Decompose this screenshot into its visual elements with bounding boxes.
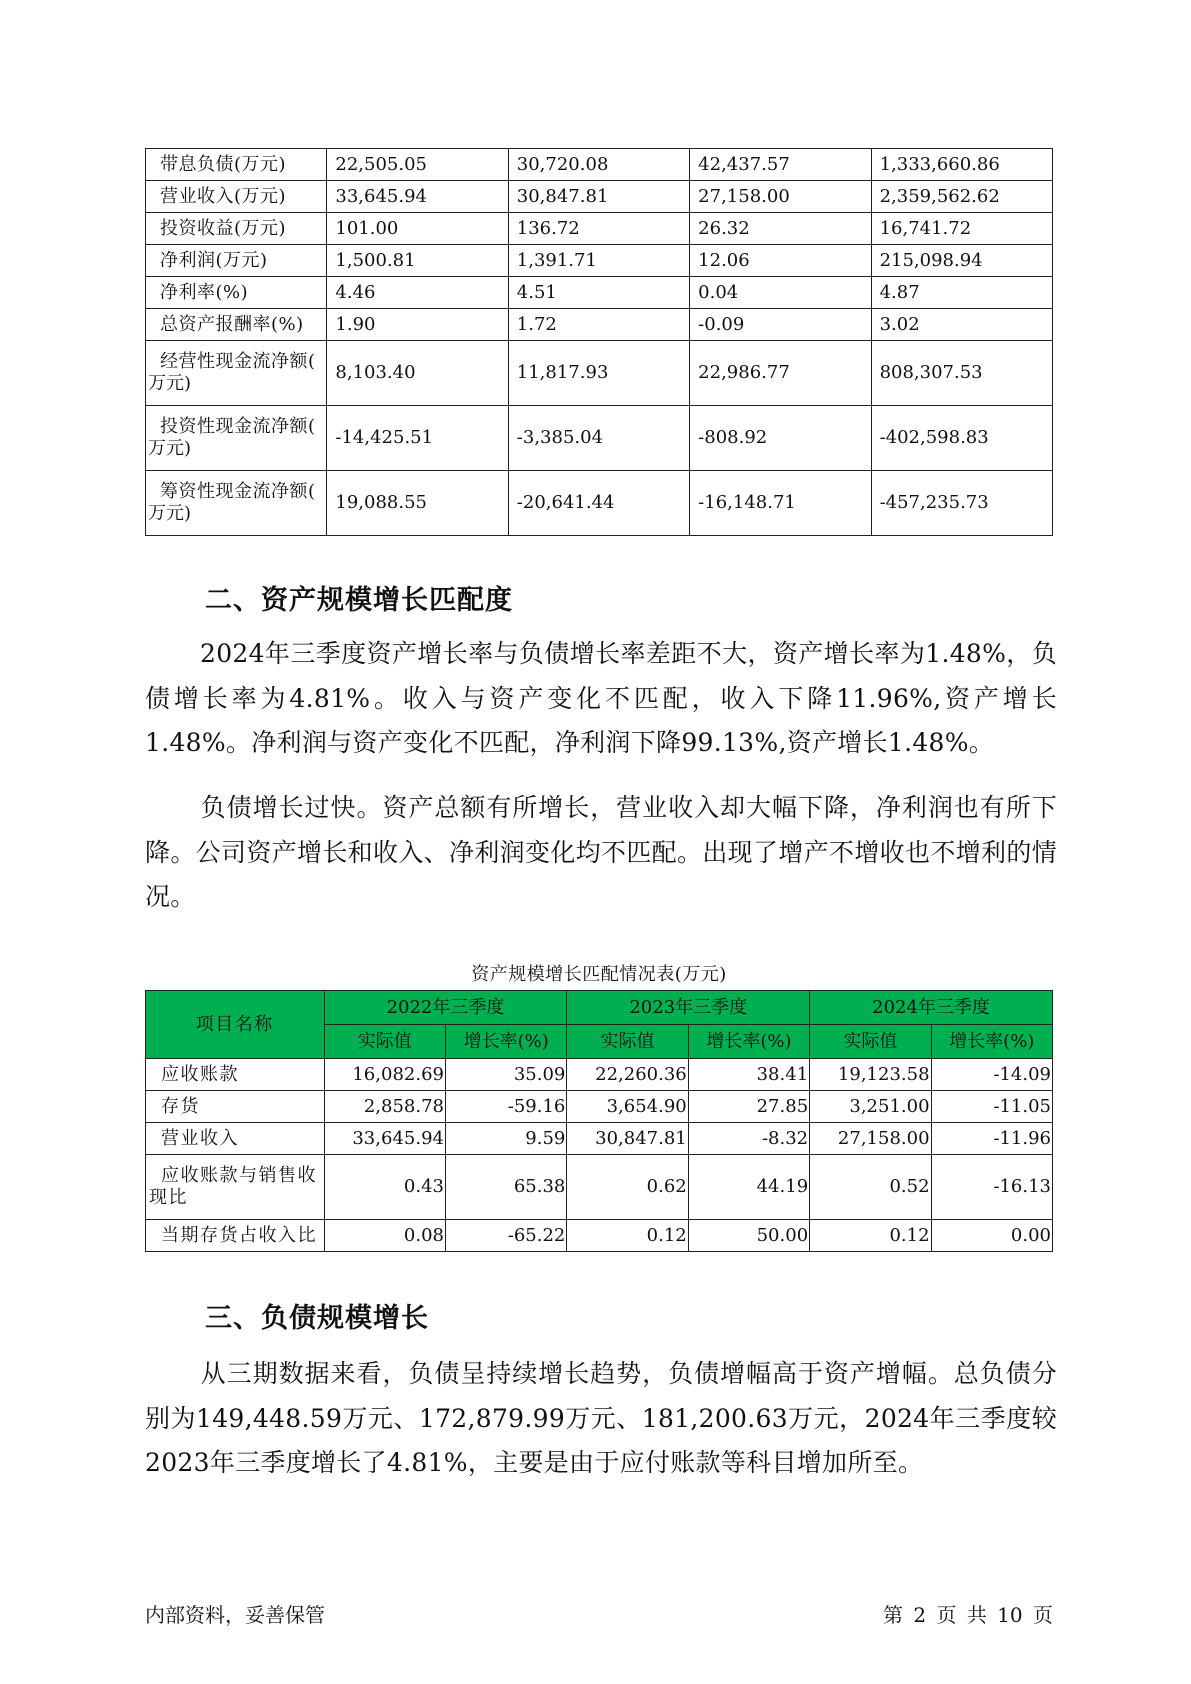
paragraph: 从三期数据来看，负债呈持续增长趋势，负债增幅高于资产增幅。总负债分别为149,448.59万元、172,879.99万元、181,200.63万元，2024年三季度较2023年三季度增长了4.81%，主要是由于应付账款等科目增加所至。	[145, 1359, 1057, 1477]
table-row	[146, 277, 1053, 309]
cell: 0.12	[567, 1220, 688, 1252]
cell: 27.85	[688, 1091, 809, 1123]
cell: 50.00	[688, 1220, 809, 1252]
table-caption: 资产规模增长匹配情况表(万元)	[471, 964, 727, 985]
cell: 35.09	[445, 1059, 566, 1091]
cell: 3,654.90	[567, 1091, 688, 1123]
footer-page-number: 第 2 页 共 10 页	[883, 1603, 1053, 1627]
cell: 12.06	[690, 245, 871, 277]
cell: -20,641.44	[508, 471, 689, 536]
cell: 9.59	[445, 1123, 566, 1155]
cell: 0.43	[324, 1155, 445, 1220]
cell: -16.13	[931, 1155, 1052, 1220]
row-label: 营业收入(万元)	[146, 181, 327, 213]
cell: 2,858.78	[324, 1091, 445, 1123]
cell: -11.96	[931, 1123, 1052, 1155]
row-label: 存货	[146, 1091, 325, 1123]
row-label: 总资产报酬率(%)	[146, 309, 327, 341]
row-label: 应收账款	[146, 1059, 325, 1091]
cell: 33,645.94	[324, 1123, 445, 1155]
header-actual: 实际值	[324, 1025, 445, 1059]
cell: 65.38	[445, 1155, 566, 1220]
cell: 16,741.72	[871, 213, 1052, 245]
cell: 19,123.58	[810, 1059, 931, 1091]
table-row	[146, 309, 1053, 341]
table-row	[146, 213, 1053, 245]
paragraph: 2024年三季度资产增长率与负债增长率差距不大，资产增长率为1.48%，负债增长率为4.81%。收入与资产变化不匹配，收入下降11.96%,资产增长1.48%。净利润与资产变化不匹配，净利润下降99.13%,资产增长1.48%。	[145, 639, 1057, 757]
row-label: 应收账款与销售收 现比	[146, 1155, 325, 1220]
cell: -0.09	[690, 309, 871, 341]
cell: 8,103.40	[327, 341, 508, 406]
cell: 3,251.00	[810, 1091, 931, 1123]
cell: 4.46	[327, 277, 508, 309]
cell: 22,260.36	[567, 1059, 688, 1091]
cell: -8.32	[688, 1123, 809, 1155]
header-growth: 增长率(%)	[445, 1025, 566, 1059]
cell: 4.87	[871, 277, 1052, 309]
cell: 0.62	[567, 1155, 688, 1220]
row-label: 营业收入	[146, 1123, 325, 1155]
table-row	[146, 1155, 1053, 1220]
cell: -59.16	[445, 1091, 566, 1123]
financial-indicators-table	[145, 148, 1053, 536]
asset-growth-match-table	[145, 990, 1053, 1252]
header-growth: 增长率(%)	[688, 1025, 809, 1059]
row-label: 投资收益(万元)	[146, 213, 327, 245]
cell: 30,847.81	[508, 181, 689, 213]
header-actual: 实际值	[810, 1025, 931, 1059]
header-actual: 实际值	[567, 1025, 688, 1059]
cell: -11.05	[931, 1091, 1052, 1123]
footer-confidential-note: 内部资料，妥善保管	[145, 1603, 325, 1627]
cell: 808,307.53	[871, 341, 1052, 406]
table-row	[146, 181, 1053, 213]
cell: 22,505.05	[327, 149, 508, 181]
cell: 101.00	[327, 213, 508, 245]
section-heading: 三、负债规模增长	[205, 1303, 429, 1334]
cell: 22,986.77	[690, 341, 871, 406]
cell: 42,437.57	[690, 149, 871, 181]
header-period: 2023年三季度	[567, 991, 810, 1025]
cell: -16,148.71	[690, 471, 871, 536]
cell: 0.00	[931, 1220, 1052, 1252]
cell: 0.12	[810, 1220, 931, 1252]
paragraph: 负债增长过快。资产总额有所增长，营业收入却大幅下降，净利润也有所下降。公司资产增长和收入、净利润变化均不匹配。出现了增产不增收也不增利的情况。	[145, 793, 1057, 911]
cell: -808.92	[690, 406, 871, 471]
row-label: 净利率(%)	[146, 277, 327, 309]
header-row	[146, 991, 1053, 1025]
cell: 2,359,562.62	[871, 181, 1052, 213]
cell: 11,817.93	[508, 341, 689, 406]
cell: 1,391.71	[508, 245, 689, 277]
table-row	[146, 1059, 1053, 1091]
table-row	[146, 1220, 1053, 1252]
row-label: 净利润(万元)	[146, 245, 327, 277]
cell: 1.72	[508, 309, 689, 341]
cell: 0.08	[324, 1220, 445, 1252]
cell: 44.19	[688, 1155, 809, 1220]
cell: -402,598.83	[871, 406, 1052, 471]
cell: 19,088.55	[327, 471, 508, 536]
cell: 0.52	[810, 1155, 931, 1220]
cell: -65.22	[445, 1220, 566, 1252]
table-row	[146, 341, 1053, 406]
table-row	[146, 245, 1053, 277]
table-row	[146, 471, 1053, 536]
cell: 0.04	[690, 277, 871, 309]
table-row	[146, 1123, 1053, 1155]
row-label: 筹资性现金流净额( 万元)	[146, 471, 327, 536]
row-label: 当期存货占收入比	[146, 1220, 325, 1252]
header-growth: 增长率(%)	[931, 1025, 1052, 1059]
cell: 136.72	[508, 213, 689, 245]
cell: 1.90	[327, 309, 508, 341]
table-row	[146, 149, 1053, 181]
table-row	[146, 1091, 1053, 1123]
cell: -3,385.04	[508, 406, 689, 471]
row-label: 带息负债(万元)	[146, 149, 327, 181]
cell: 30,720.08	[508, 149, 689, 181]
section-heading: 二、资产规模增长匹配度	[205, 585, 513, 616]
header-period: 2024年三季度	[810, 991, 1053, 1025]
row-label: 经营性现金流净额( 万元)	[146, 341, 327, 406]
header-item-name: 项目名称	[146, 991, 325, 1059]
cell: 1,333,660.86	[871, 149, 1052, 181]
cell: 3.02	[871, 309, 1052, 341]
cell: 33,645.94	[327, 181, 508, 213]
cell: -14.09	[931, 1059, 1052, 1091]
cell: 27,158.00	[810, 1123, 931, 1155]
cell: 38.41	[688, 1059, 809, 1091]
row-label: 投资性现金流净额( 万元)	[146, 406, 327, 471]
cell: -457,235.73	[871, 471, 1052, 536]
table-row	[146, 406, 1053, 471]
cell: -14,425.51	[327, 406, 508, 471]
header-period: 2022年三季度	[324, 991, 567, 1025]
cell: 16,082.69	[324, 1059, 445, 1091]
cell: 26.32	[690, 213, 871, 245]
cell: 30,847.81	[567, 1123, 688, 1155]
cell: 1,500.81	[327, 245, 508, 277]
cell: 4.51	[508, 277, 689, 309]
cell: 27,158.00	[690, 181, 871, 213]
cell: 215,098.94	[871, 245, 1052, 277]
